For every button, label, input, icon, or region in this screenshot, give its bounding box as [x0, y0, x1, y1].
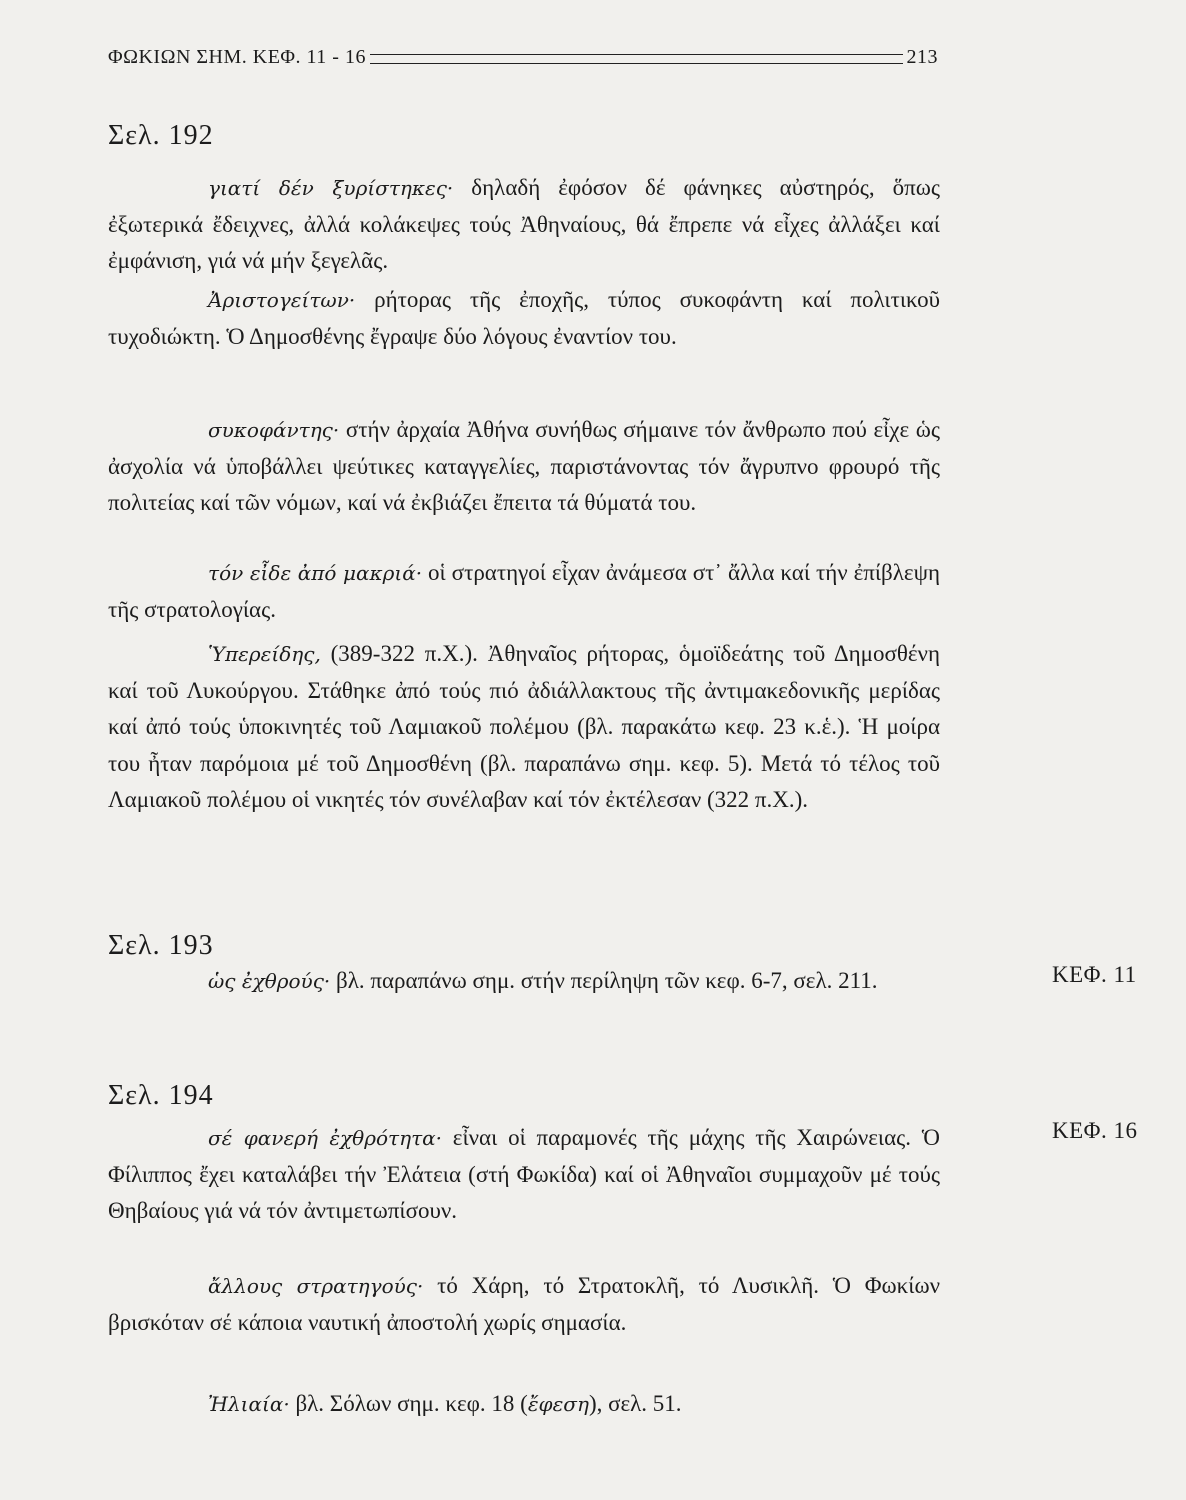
note-term: γιατί δέν ξυρίστηκες·: [208, 176, 454, 200]
chapter-marker-11: ΚΕΦ. 11: [1052, 962, 1137, 987]
note-text: βλ. παραπάνω σημ. στήν περίληψη τῶν κεφ. 6-7, σελ. 211.: [330, 968, 878, 993]
note-text: στήν ἀρχαία Ἀθήνα συνήθως σήμαινε τόν ἄνθρωπο πού εἶχε ὡς ἀσχολία νά ὑποβάλλει ψεύτικες καταγγελίες, παριστάνοντας τόν ἄγρυπνο φρουρό τῆς πολιτείας καί τῶν νόμων, καί νά ἐκβιάζει ἔπειτα τά θύματά του.: [108, 417, 940, 515]
note-entry: [108, 170, 940, 280]
note-entry: [108, 412, 940, 522]
note-text: βλ. Σόλων σημ. κεφ. 18 (: [289, 1391, 528, 1416]
note-term: ὡς ἐχθρούς·: [208, 969, 331, 993]
note-text: (389-322 π.Χ.). Ἀθηναῖος ρήτορας, ὁμοϊδεάτης τοῦ Δημοσθένη καί τοῦ Λυκούργου. Στάθηκε ἀπό τούς πιό ἀδιάλλακτους τῆς ἀντιμακεδονικῆς μερίδας καί ἀπό τούς ὑποκινητές τοῦ Λαμιακοῦ πολέμου (βλ. παρακάτω κεφ. 23 κ.ἑ.). Ἡ μοίρα του ἦταν παρόμοια μέ τοῦ Δημοσθένη (βλ. παραπάνω σημ. κεφ. 5). Μετά τό τέλος τοῦ Λαμιακοῦ πολέμου οἱ νικητές τόν συνέλαβαν καί τόν ἐκτέλεσαν (322 π.Χ.).: [108, 641, 940, 812]
note-term: συκοφάντης·: [208, 418, 340, 442]
note-text: εἶναι οἱ παραμονές τῆς μάχης τῆς Χαιρώνειας. Ὁ Φίλιππος ἔχει καταλάβει τήν Ἐλάτεια (στή Φωκίδα) καί οἱ Ἀθηναῖοι συμμαχοῦν μέ τούς Θηβαίους γιά νά τόν ἀντιμετωπίσουν.: [108, 1125, 941, 1223]
chapter-marker-16: ΚΕΦ. 16: [1052, 1118, 1138, 1143]
note-text: δηλαδή ἐφόσον δέ φάνηκες αὐστηρός, ὅπως ἐξωτερικά ἔδειχνες, ἀλλά κολάκεψες τούς Ἀθηναίους, θά ἔπρεπε νά εἶχες ἀλλάξει καί ἐμφάνιση, γιά νά μήν ξεγελᾶς.: [108, 175, 940, 273]
section-heading-193: Σελ. 193: [108, 930, 214, 961]
note-term: ἔφεση: [527, 1392, 589, 1416]
note-term: Ἀριστογείτων·: [208, 288, 356, 312]
note-text: τό Χάρη, τό Στρατοκλῆ, τό Λυσικλῆ. Ὁ Φωκίων βρισκόταν σέ κάποια ναυτική ἀποστολή χωρίς σημασία.: [108, 1273, 940, 1335]
note-text: ), σελ. 51.: [588, 1391, 682, 1416]
header-double-rule: [370, 54, 903, 64]
page-number: 213: [906, 45, 938, 68]
note-term: ἄλλους στρατηγούς·: [208, 1274, 424, 1298]
note-term: τόν εἶδε ἀπό μακριά·: [208, 561, 423, 585]
note-term: Ὑπερείδης,: [208, 642, 321, 666]
section-heading-194: Σελ. 194: [108, 1080, 214, 1111]
note-text: οἱ στρατηγοί εἶχαν ἀνάμεσα στ᾽ ἄλλα καί τήν ἐπίβλεψη τῆς στρατολογίας.: [108, 560, 940, 622]
note-entry: [108, 555, 940, 628]
note-entry: [108, 282, 940, 355]
note-entry: [108, 1120, 940, 1230]
section-heading-192: Σελ. 192: [108, 120, 214, 151]
note-entry: [108, 1386, 940, 1423]
note-term: Ἠλιαία·: [208, 1392, 290, 1416]
note-text: ρήτορας τῆς ἐποχῆς, τύπος συκοφάντη καί πολιτικοῦ τυχοδιώκτη. Ὁ Δημοσθένης ἔγραψε δύο λόγους ἐναντίον του.: [108, 287, 940, 349]
note-entry: [108, 963, 940, 1000]
note-entry: [108, 1268, 940, 1341]
note-entry: [108, 636, 940, 819]
note-term: σέ φανερή ἐχθρότητα·: [208, 1126, 442, 1150]
running-title: ΦΩΚΙΩΝ ΣΗΜ. ΚΕΦ. 11 - 16: [108, 45, 366, 68]
running-header: [108, 40, 938, 74]
